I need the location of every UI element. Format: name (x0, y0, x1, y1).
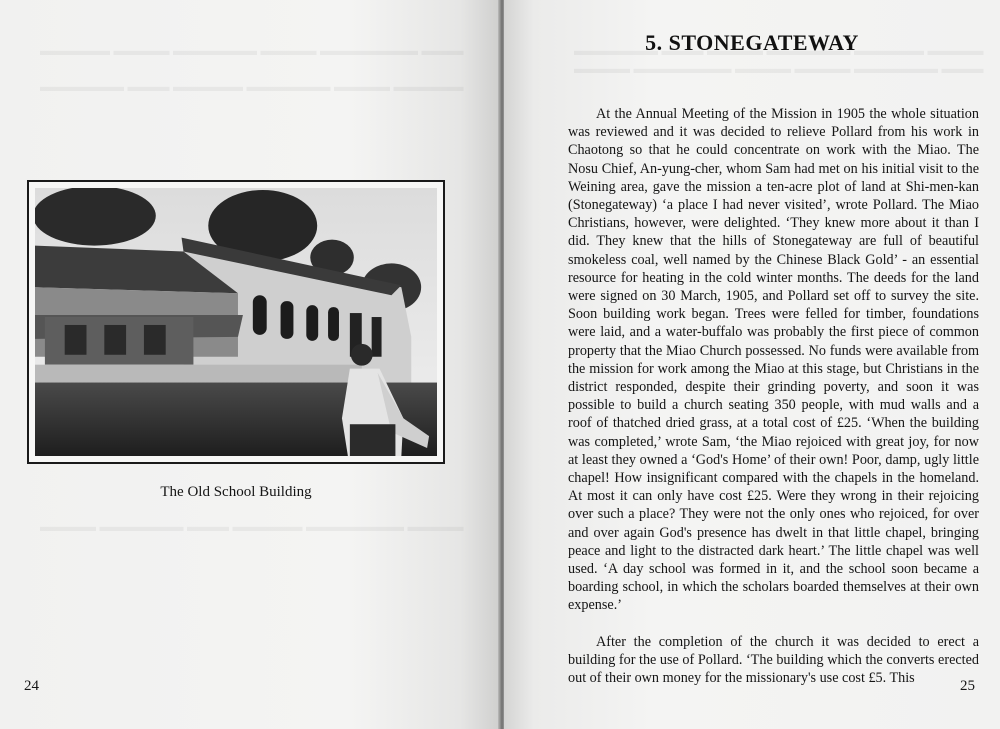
bleed-through (40, 44, 464, 60)
photo-caption: The Old School Building (160, 484, 312, 500)
photo-illustration (35, 188, 437, 456)
bleed-through (40, 520, 464, 536)
paragraph-1: At the Annual Meeting of the Mission in 1905 the whole situation was reviewed and it was decided to relieve Pollard from his work in Chaotong so that he could concentrate on work with the Miao. The Nosu Chief, An-yung-cher, whom Sam had met on his initial visit to the Weining area, gave the mission a ten-acre plot of land at Shi-men-kan (Stonegateway) ‘a place I had never visited’, wrote Pollard. The Miao Christians, however, were delighted. ‘They knew more about it than I did. They knew that the hills of Stonegateway are full of beautiful smokeless coal, well named by the Chinese Black Gold’ - an essential resource for heating in the cold winter months. The deeds for the land were signed on 30 March, 1905, and Pollard set off to survey the site. Soon building work began. Trees were felled for timber, foundations were laid, and a water-buffalo was probably the first piece of common property that the Miao Church possessed. No funds were available from the mission for work among the Miao at this stage, but Christians in the district responded, despite their grinding poverty, and soon it was possible to build a church seating 350 people, with mud walls and a roof of thatched dried grass, at a total cost of £25. ‘When the building was completed,’ wrote Sam, ‘the Miao rejoiced with great joy, for now at least they owned a ‘God's Home’ of their own! Poor, damp, ugly little chapel! How insignificant compared with the chapels in the homeland. At most it can only have cost £25. Were they wrong in their rejoicing over such a place? They were not the only ones who rejoiced, for over and over again God's presence has dwelt in that little chapel, bringing peace and light to the distracted dark heart.’ The little chapel was well used. ‘A day school was formed in it, and the school soon became a boarding school, in which the scholars boarded themselves at their own expense.’ (568, 106, 979, 614)
page-number-right: 25 (960, 678, 975, 694)
chapter-heading: 5. STONEGATEWAY (645, 30, 859, 55)
page-number-left: 24 (24, 678, 39, 694)
bleed-through (40, 80, 464, 96)
chapter-body (568, 105, 979, 687)
paragraph-2: After the completion of the church it was decided to erect a building for the use of Pollard. ‘The building which the converts erected out of their own money for the missionary's use cost £5. This (568, 633, 979, 687)
right-page (504, 0, 1000, 729)
photo-frame (27, 180, 445, 464)
photograph-old-school-building (35, 188, 437, 456)
bleed-through (574, 62, 984, 78)
